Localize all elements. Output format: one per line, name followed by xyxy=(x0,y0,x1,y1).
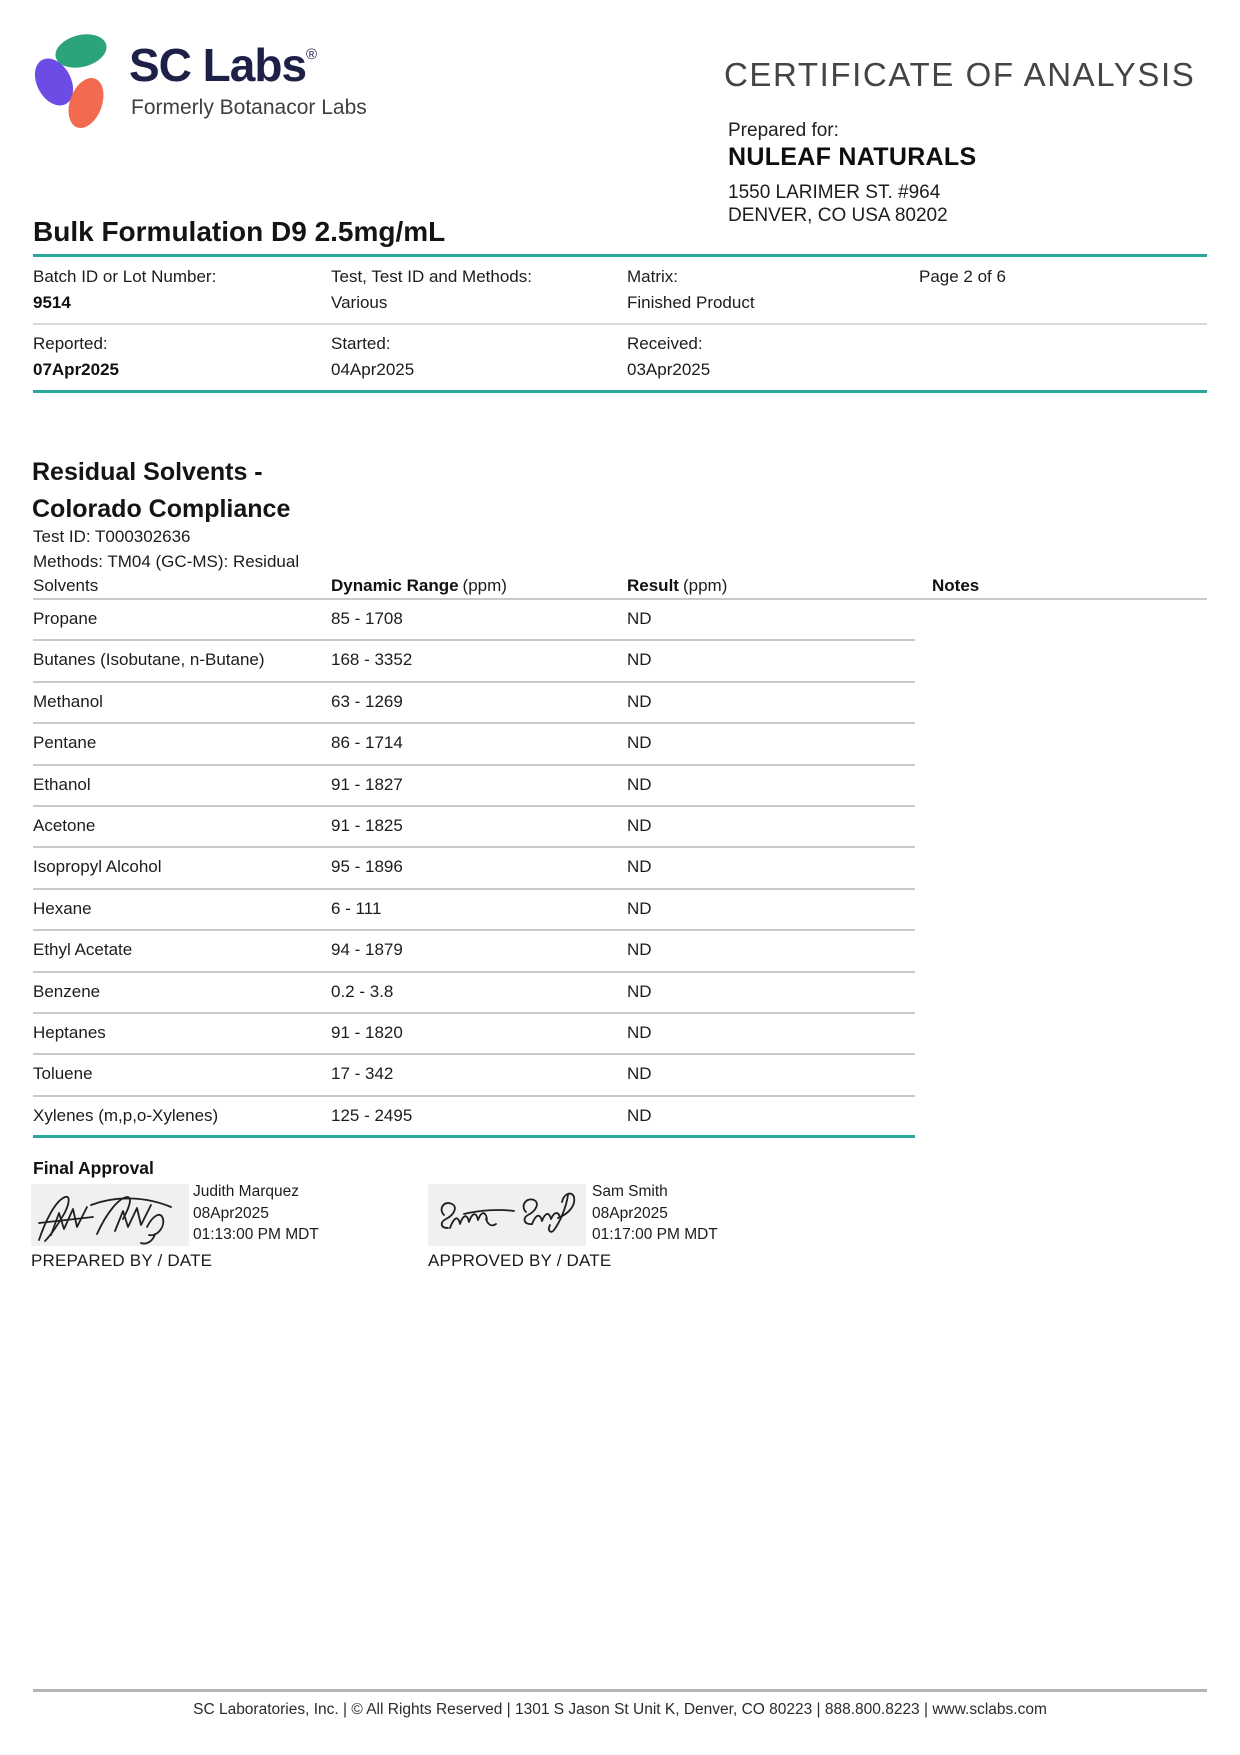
batch-id-text: 9514 xyxy=(33,293,71,312)
table-row xyxy=(33,890,1207,931)
solvent-name: Butanes (Isobutane, n-Butane) xyxy=(33,650,265,670)
solvent-name: Hexane xyxy=(33,898,92,918)
approved-signature-image xyxy=(428,1184,586,1246)
test-id: Test ID: T000302636 xyxy=(33,527,191,546)
table-row xyxy=(33,807,1207,848)
client-address-line2: DENVER, CO USA 80202 xyxy=(728,205,948,226)
page-indicator: Page 2 of 6 xyxy=(919,267,1006,286)
received-value xyxy=(627,360,710,380)
dynamic-range-value: 168 - 3352 xyxy=(331,650,413,670)
divider-teal-bottom xyxy=(33,390,1207,393)
result-value: ND xyxy=(627,940,652,960)
matrix-value xyxy=(627,293,755,313)
approved-by-name: Sam Smith xyxy=(592,1183,668,1200)
prepared-signature-box xyxy=(31,1184,189,1246)
dynamic-range-value: 0.2 - 3.8 xyxy=(331,981,394,1001)
registered-trademark-icon: ® xyxy=(306,46,318,63)
approved-by-caption: APPROVED BY / DATE xyxy=(428,1251,612,1270)
section-heading-line2: Colorado Compliance xyxy=(32,495,291,523)
client-address-line1: 1550 LARIMER ST. #964 xyxy=(728,182,941,203)
brand-name-text: SC Labs xyxy=(129,39,307,91)
table-row xyxy=(33,683,1207,724)
sample-title: Bulk Formulation D9 2.5mg/mL xyxy=(33,216,446,247)
matrix-label: Matrix: xyxy=(627,267,678,286)
prepared-by-name: Judith Marquez xyxy=(193,1183,299,1200)
dynamic-range-value: 86 - 1714 xyxy=(331,733,403,753)
approved-by-details xyxy=(592,1181,718,1246)
approved-by-date: 08Apr2025 xyxy=(592,1204,668,1222)
dynamic-range-value: 125 - 2495 xyxy=(331,1105,413,1125)
solvent-name: Toluene xyxy=(33,1064,93,1084)
footer-text: SC Laboratories, Inc. | © All Rights Reserved | 1301 S Jason St Unit K, Denver, CO 80223 | 888.800.8223 | www.sclabs.com xyxy=(193,1701,1047,1718)
prepared-by-date: 08Apr2025 xyxy=(193,1204,269,1222)
dynamic-range-value: 91 - 1827 xyxy=(331,774,403,794)
brand-name xyxy=(129,39,318,91)
result-value: ND xyxy=(627,650,652,670)
client-name: NULEAF NATURALS xyxy=(728,143,977,171)
table-row xyxy=(33,1097,1207,1138)
brand-tagline: Formerly Botanacor Labs xyxy=(131,96,367,119)
prepared-by-details xyxy=(193,1181,319,1246)
result-value: ND xyxy=(627,1105,652,1125)
result-value: ND xyxy=(627,733,652,753)
section-heading-line1: Residual Solvents - xyxy=(32,458,263,486)
table-row xyxy=(33,1055,1207,1096)
dynamic-range-unit: (ppm) xyxy=(462,576,507,595)
result-value: ND xyxy=(627,857,652,877)
prepared-by-caption: PREPARED BY / DATE xyxy=(31,1251,213,1270)
dynamic-range-value: 94 - 1879 xyxy=(331,940,403,960)
column-header-dynamic-range xyxy=(331,576,507,596)
reported-text: 07Apr2025 xyxy=(33,360,120,379)
result-value: ND xyxy=(627,609,652,628)
solvent-name: Ethyl Acetate xyxy=(33,940,133,960)
solvent-name: Propane xyxy=(33,609,98,628)
result-value: ND xyxy=(627,898,652,918)
final-approval-heading: Final Approval xyxy=(33,1158,154,1178)
solvent-name: Ethanol xyxy=(33,774,91,794)
batch-id-label: Batch ID or Lot Number: xyxy=(33,267,217,286)
result-unit: (ppm) xyxy=(682,576,728,595)
reported-value xyxy=(33,360,119,380)
table-row xyxy=(33,641,1207,682)
reported-label: Reported: xyxy=(33,334,108,353)
started-value xyxy=(331,360,414,380)
prepared-signature-image xyxy=(31,1184,189,1246)
solvent-name: Xylenes (m,p,o-Xylenes) xyxy=(33,1105,219,1125)
dynamic-range-value: 6 - 111 xyxy=(331,898,382,918)
matrix-text: Finished Product xyxy=(627,293,755,312)
column-header-notes: Notes xyxy=(932,576,980,595)
table-row xyxy=(33,600,1207,641)
result-value: ND xyxy=(627,815,652,835)
solvent-name: Benzene xyxy=(33,981,101,1001)
solvent-name: Heptanes xyxy=(33,1022,106,1042)
solvent-name: Acetone xyxy=(33,815,96,835)
dynamic-range-value: 91 - 1825 xyxy=(331,815,403,835)
divider-gray-info xyxy=(33,323,1207,325)
result-label: Result xyxy=(627,576,679,595)
divider-teal-top xyxy=(33,254,1207,257)
table-row xyxy=(33,848,1207,889)
approved-signature-box xyxy=(428,1184,586,1246)
prepared-by-time: 01:13:00 PM MDT xyxy=(193,1226,319,1243)
test-methods-label: Test, Test ID and Methods: xyxy=(331,267,532,286)
solvent-name: Pentane xyxy=(33,733,97,753)
started-label: Started: xyxy=(331,334,391,353)
table-row xyxy=(33,1014,1207,1055)
received-label: Received: xyxy=(627,334,703,353)
solvents-rows xyxy=(33,600,1207,1138)
test-methods-text: Various xyxy=(331,293,388,312)
result-value: ND xyxy=(627,981,652,1001)
prepared-for-label: Prepared for: xyxy=(728,120,839,141)
approved-by-time: 01:17:00 PM MDT xyxy=(592,1226,718,1243)
certificate-title: CERTIFICATE OF ANALYSIS xyxy=(724,56,1196,93)
dynamic-range-value: 95 - 1896 xyxy=(331,857,403,877)
received-text: 03Apr2025 xyxy=(627,360,711,379)
solvent-name: Isopropyl Alcohol xyxy=(33,857,162,877)
dynamic-range-value: 63 - 1269 xyxy=(331,691,403,711)
batch-id-value xyxy=(33,293,71,313)
dynamic-range-value: 91 - 1820 xyxy=(331,1022,403,1042)
result-value: ND xyxy=(627,1064,652,1084)
methods: Methods: TM04 (GC-MS): Residual xyxy=(33,552,300,571)
result-value: ND xyxy=(627,1022,652,1042)
solvent-name: Methanol xyxy=(33,691,103,711)
dynamic-range-value: 17 - 342 xyxy=(331,1064,394,1084)
table-row xyxy=(33,973,1207,1014)
result-value: ND xyxy=(627,691,652,711)
footer-divider xyxy=(33,1689,1207,1692)
result-value: ND xyxy=(627,774,652,794)
sc-labs-logo-icon xyxy=(34,33,112,130)
dynamic-range-label: Dynamic Range xyxy=(331,576,459,595)
table-row xyxy=(33,766,1207,807)
column-header-solvents: Solvents xyxy=(33,576,99,595)
test-methods-value xyxy=(331,293,387,313)
column-header-result xyxy=(627,576,727,596)
dynamic-range-value: 85 - 1708 xyxy=(331,609,403,628)
started-text: 04Apr2025 xyxy=(331,360,415,379)
table-row xyxy=(33,724,1207,765)
table-row xyxy=(33,931,1207,972)
